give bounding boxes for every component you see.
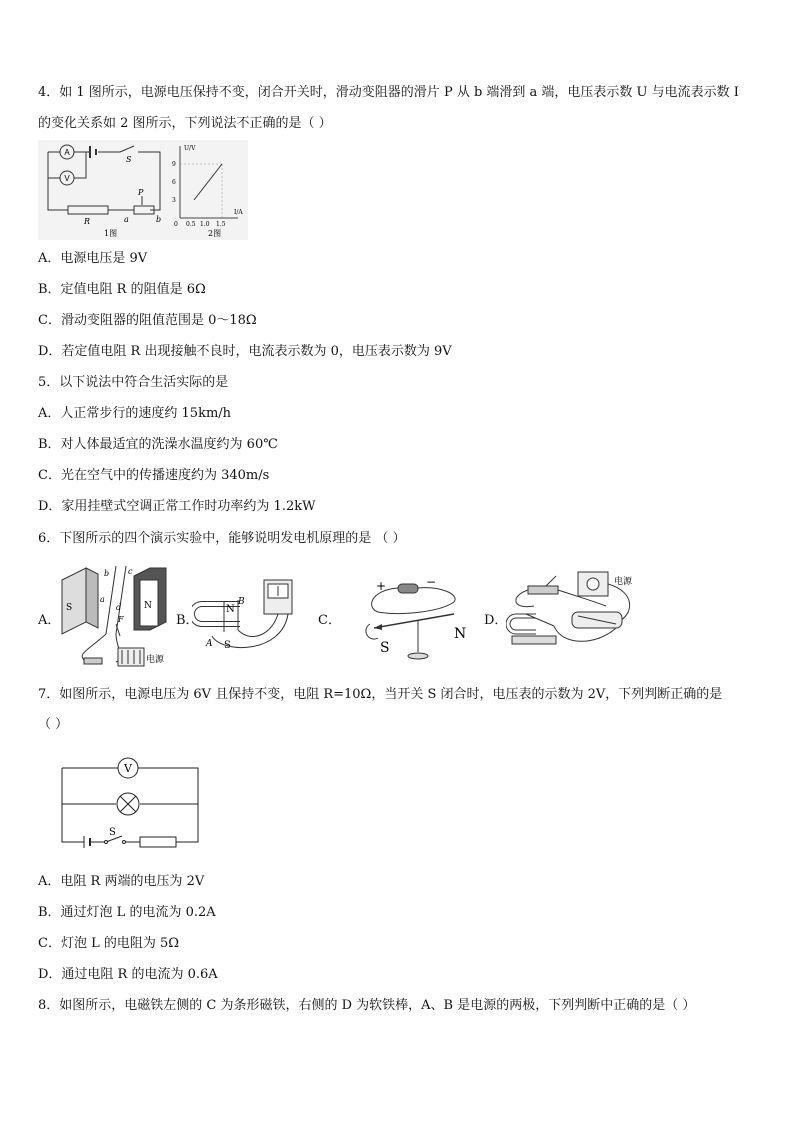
resistor-label: R	[84, 217, 91, 226]
q6-label-c: C．	[318, 613, 341, 628]
q7-option-c: C．灯泡 L 的电阻为 5Ω	[38, 936, 180, 951]
figA-n-pole: N	[144, 601, 152, 611]
q7-option-d: D．通过电阻 R 的电流为 0.6A	[38, 967, 218, 982]
q6-label-b: B．	[176, 613, 199, 628]
q7-stem-line1: 7．如图所示，电源电压为 6V 且保持不变，电阻 R=10Ω，当开关 S 闭合时，电压表的示数为 2V，下列判断正确的是	[38, 687, 723, 702]
q4-circuit-graph-image	[38, 140, 248, 240]
q4-figure	[38, 140, 248, 240]
q7-option-b: B．通过灯泡 L 的电流为 0.2A	[38, 905, 216, 920]
q6-stem: 6．下图所示的四个演示实验中，能够说明发电机原理的是 （ ）	[38, 531, 406, 546]
q6-label-a: A．	[38, 613, 61, 628]
q5-option-d: D．家用挂壁式空调正常工作时功率约为 1.2kW	[38, 499, 316, 514]
q5-option-c: C．光在空气中的传播速度约为 340m/s	[38, 468, 270, 483]
figB-n-pole: N	[226, 604, 235, 615]
end-b-label: b	[156, 215, 162, 224]
figC-plus: +	[376, 579, 387, 593]
q7-switch-label: S	[109, 827, 116, 838]
graph-ylabel: U/V	[184, 145, 196, 152]
q4-stem-line1: 4．如 1 图所示，电源电压保持不变，闭合开关时，滑动变阻器的滑片 P 从 b 端滑到 a 端，电压表示数 U 与电流表示数 I	[38, 85, 739, 100]
figB-a-label: A	[206, 639, 213, 649]
q7-circuit-figure	[58, 756, 203, 848]
figC-n-pole: N	[454, 626, 467, 642]
graph-ytick-6: 6	[172, 179, 176, 186]
figC-minus: −	[426, 575, 437, 589]
q6-figure-a	[56, 562, 176, 672]
figB-s-pole: S	[224, 640, 231, 651]
graph-xtick-1.5: 1.5	[216, 221, 226, 228]
figA-c-label: c	[128, 567, 133, 576]
q5-stem: 5．以下说法中符合生活实际的是	[38, 375, 229, 390]
figA-s-pole: S	[66, 603, 73, 613]
figC-s-pole: S	[380, 640, 390, 656]
fig1-caption: 1图	[104, 229, 118, 238]
graph-ytick-3: 3	[172, 197, 176, 204]
figA-f-label: F	[118, 615, 124, 624]
figA-power-label: 电源	[146, 655, 165, 665]
q4-option-a: A．电源电压是 9V	[38, 251, 148, 266]
q7-option-a: A．电阻 R 两端的电压为 2V	[38, 874, 205, 889]
q5-option-a: A．人正常步行的速度约 15km/h	[38, 406, 232, 421]
voltmeter-symbol: V	[64, 174, 70, 183]
q7-voltmeter-symbol: V	[124, 762, 132, 775]
graph-xlabel: I/A	[234, 209, 243, 216]
graph-ytick-9: 9	[172, 161, 176, 168]
q5-option-b: B．对人体最适宜的洗澡水温度约为 60℃	[38, 437, 278, 452]
end-a-label: a	[124, 215, 129, 224]
figD-power-label: 电源	[614, 577, 633, 587]
figA-b-label: b	[104, 569, 110, 578]
q6-figure-c	[360, 572, 470, 664]
q8-stem: 8．如图所示，电磁铁左侧的 C 为条形磁铁，右侧的 D 为软铁棒，A、B 是电源的两极，下列判断中正确的是（ ）	[38, 998, 696, 1013]
q7-stem-line2: （ ）	[38, 717, 69, 732]
slider-label: P	[138, 188, 144, 197]
q4-option-c: C．滑动变阻器的阻值范围是 0～18Ω	[38, 313, 257, 328]
ammeter-symbol: A	[64, 148, 70, 157]
fig2-caption: 2图	[208, 229, 222, 238]
q4-option-b: B．定值电阻 R 的阻值是 6Ω	[38, 282, 206, 297]
q4-stem-line2: 的变化关系如 2 图所示，下列说法不正确的是（ ）	[38, 116, 332, 131]
switch-label: S	[126, 155, 132, 164]
graph-xtick-1.0: 1.0	[200, 221, 210, 228]
q6-figure-d	[506, 566, 646, 666]
q4-option-d: D．若定值电阻 R 出现接触不良时，电流表示数为 0，电压表示数为 9V	[38, 344, 452, 359]
graph-origin: 0	[174, 221, 178, 228]
figA-d-label: d	[116, 603, 122, 612]
figB-b-label: B	[238, 597, 245, 607]
q6-label-d: D．	[484, 613, 508, 628]
graph-xtick-0.5: 0.5	[186, 221, 196, 228]
q6-figure-b	[192, 574, 302, 656]
figA-a-label: a	[100, 595, 105, 604]
